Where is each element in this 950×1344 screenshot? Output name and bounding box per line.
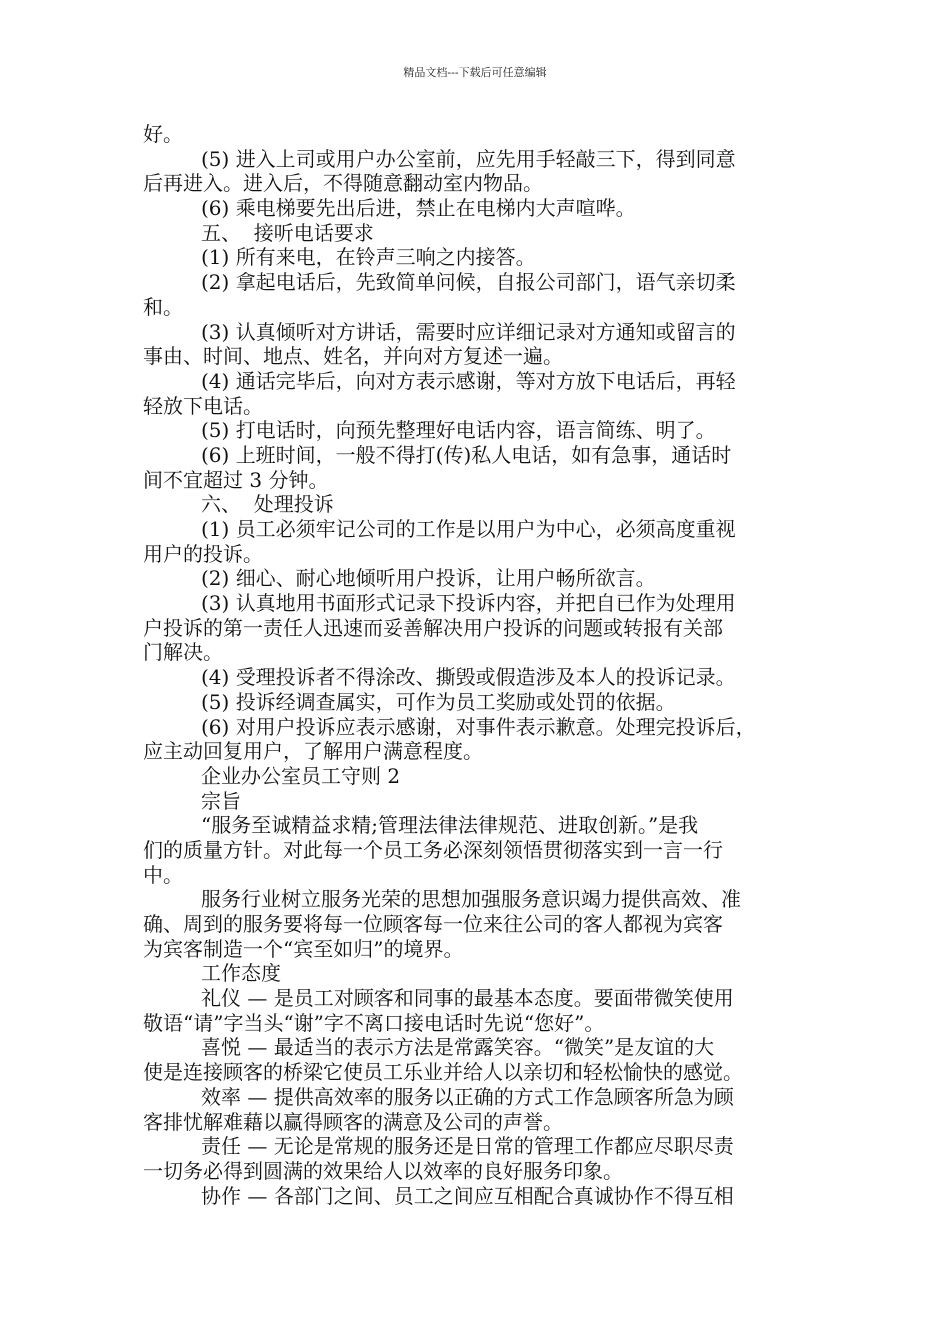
text-line: (2) 细心、耐心地倾听用户投诉，让用户畅所欲言。: [201, 566, 656, 591]
text-line: 工作态度: [201, 961, 281, 986]
text-line: 好。: [143, 122, 183, 146]
text-line: (4) 通话完毕后，向对方表示感谢，等对方放下电话后，再轻: [201, 368, 736, 393]
text-line: 企业办公室员工守则 2: [201, 763, 401, 788]
text-line: 应主动回复用户，了解用户满意程度。: [143, 739, 483, 764]
text-line: 五、 接听电话要求: [201, 220, 374, 245]
text-line: 使是连接顾客的桥梁它使员工乐业并给人以亲切和轻松愉快的感觉。: [143, 1060, 743, 1085]
text-line: 服务行业树立服务光荣的思想加强服务意识竭力提供高效、准: [201, 887, 741, 912]
text-line: 宗旨: [201, 788, 241, 813]
text-line: (2) 拿起电话后，先致简单问候，自报公司部门，语气亲切柔: [201, 270, 736, 295]
text-line: (6) 对用户投诉应表示感谢，对事件表示歉意。处理完投诉后，: [201, 714, 756, 739]
text-line: 中。: [143, 862, 183, 887]
text-line: (6) 乘电梯要先出后进，禁止在电梯内大声喧哗。: [201, 196, 636, 221]
text-line: 和。: [143, 294, 183, 319]
text-line: 礼仪 — 是员工对顾客和同事的最基本态度。要面带微笑使用: [201, 986, 734, 1011]
text-line: (3) 认真地用书面形式记录下投诉内容，并把自已作为处理用: [201, 591, 736, 616]
text-line: 确、周到的服务要将每一位顾客每一位来往公司的客人都视为宾客: [143, 912, 723, 936]
document-body: [143, 122, 808, 1208]
text-line: (1) 所有来电，在铃声三响之内接答。: [201, 245, 536, 270]
text-line: 们的质量方针。对此每一个员工务必深刻领悟贯彻落实到一言一行: [143, 837, 723, 862]
text-line: 门解决。: [143, 640, 223, 665]
text-line: 间不宜超过 3 分钟。: [143, 467, 329, 492]
text-line: (3) 认真倾听对方讲话，需要时应详细记录对方通知或留言的: [201, 319, 736, 344]
text-line: 六、 处理投诉: [201, 492, 334, 517]
text-line: 协作 — 各部门之间、员工之间应互相配合真诚协作不得互相: [201, 1183, 734, 1208]
text-line: (5) 进入上司或用户办公室前，应先用手轻敲三下，得到同意: [201, 146, 736, 171]
text-line: 责任 — 无论是常规的服务还是日常的管理工作都应尽职尽责: [201, 1134, 734, 1159]
text-line: (1) 员工必须牢记公司的工作是以用户为中心，必须高度重视: [201, 517, 736, 541]
text-line: (6) 上班时间，一般不得打(传)私人电话，如有急事，通话时: [201, 442, 732, 467]
page-header: 精品文档---下载后可任意编辑: [403, 66, 547, 79]
text-line: 事由、时间、地点、姓名，并向对方复述一遍。: [143, 344, 563, 369]
text-line: 敬语“请”字当头“谢”字不离口接电话时先说“您好”。: [143, 1010, 605, 1035]
text-line: (5) 打电话时，向预先整理好电话内容，语言简练、明了。: [201, 418, 716, 443]
text-line: “服务至诚精益求精;管理法律法律规范、进取创新。”是我: [201, 813, 699, 838]
text-line: 效率 — 提供高效率的服务以正确的方式工作急顾客所急为顾: [201, 1084, 734, 1109]
text-line: (4) 受理投诉者不得涂改、撕毁或假造涉及本人的投诉记录。: [201, 665, 736, 690]
text-line: (5) 投诉经调查属实，可作为员工奖励或处罚的依据。: [201, 689, 676, 714]
text-line: 喜悦 — 最适当的表示方法是常露笑容。“微笑”是友谊的大: [201, 1035, 715, 1060]
text-line: 用户的投诉。: [143, 541, 263, 566]
text-line: 客排忧解难藉以赢得顾客的满意及公司的声誉。: [143, 1109, 563, 1134]
text-line: 户投诉的第一责任人迅速而妥善解决用户投诉的问题或转报有关部: [143, 615, 723, 640]
text-line: 一切务必得到圆满的效果给人以效率的良好服务印象。: [143, 1158, 623, 1183]
text-line: 轻放下电话。: [143, 393, 263, 418]
text-line: 为宾客制造一个“宾至如归”的境界。: [143, 936, 464, 961]
text-line: 后再进入。进入后，不得随意翻动室内物品。: [143, 171, 543, 196]
